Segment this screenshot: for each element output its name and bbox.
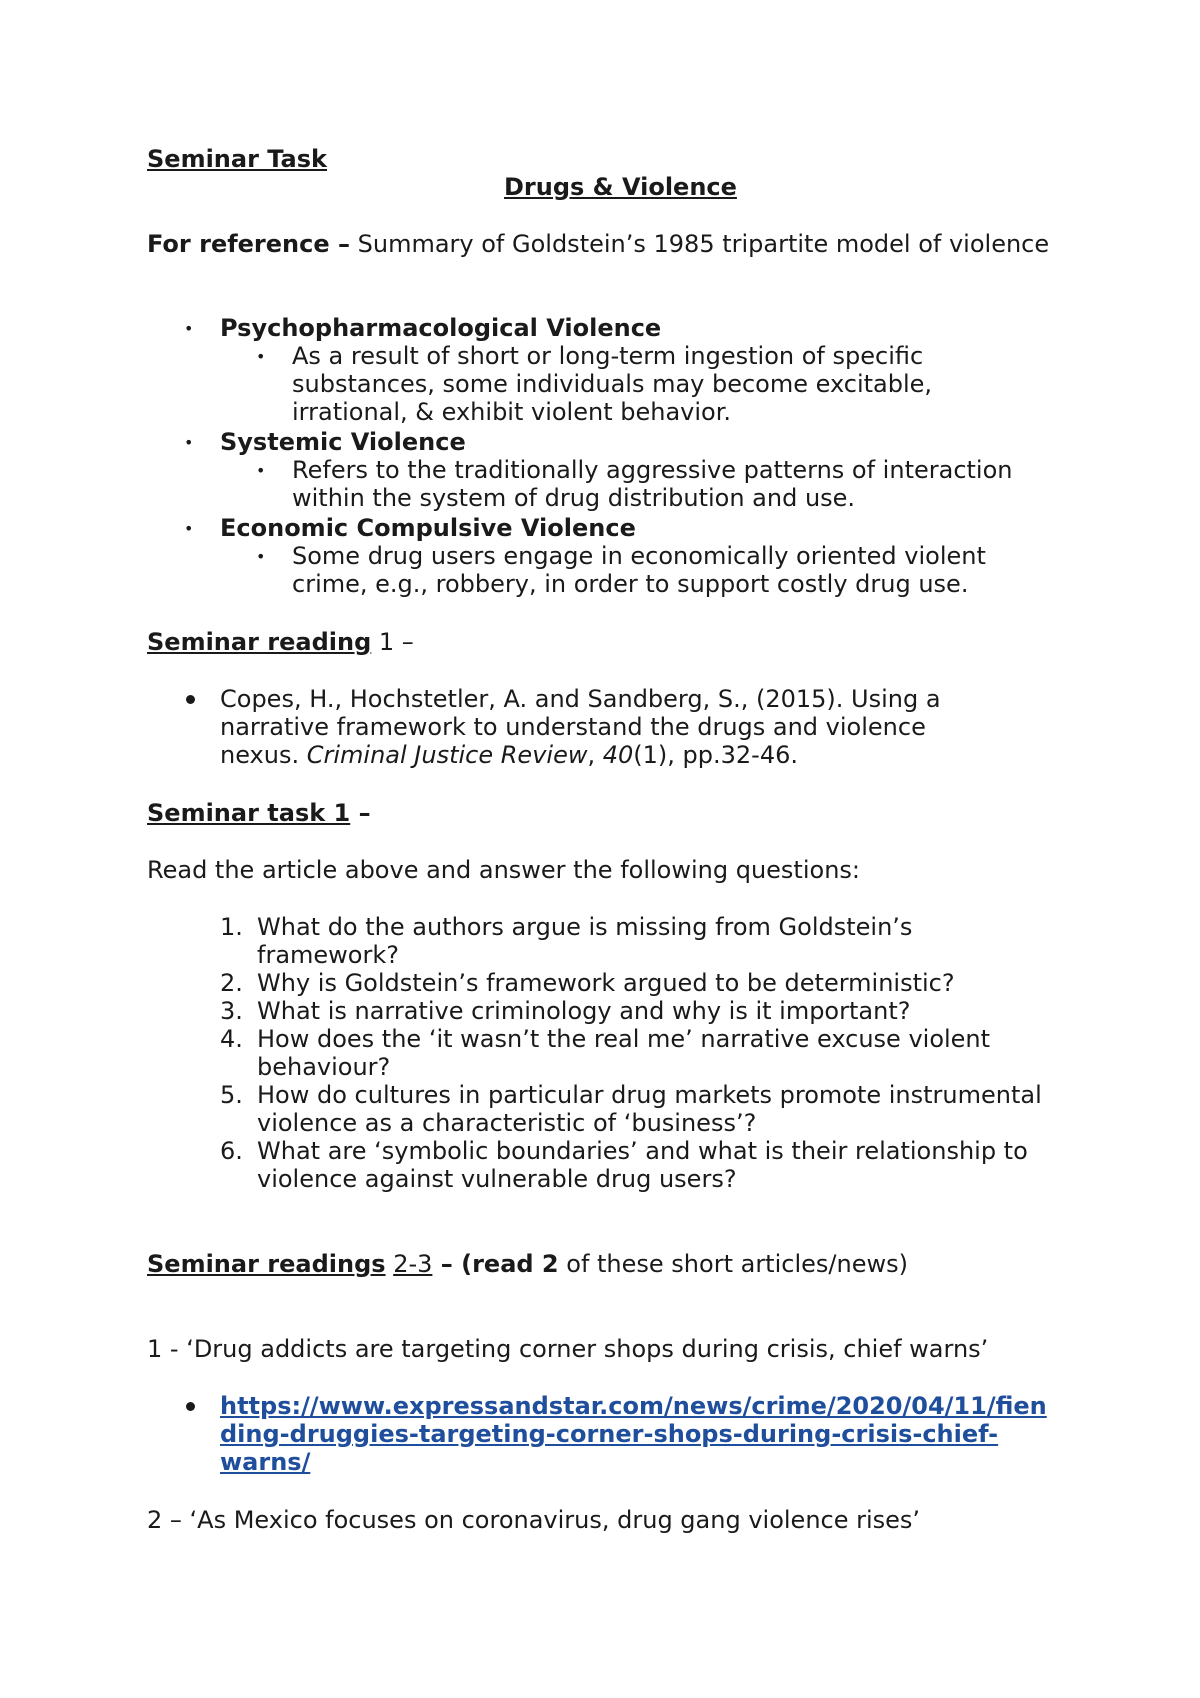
seminar-readings-rest: of these short articles/news) xyxy=(558,1250,908,1278)
model-item-line: Refers to the traditionally aggressive patterns of interaction xyxy=(292,456,1013,484)
seminar-readings-label: Seminar readings xyxy=(147,1250,386,1278)
citation-rest: (1), pp.32-46. xyxy=(633,741,798,769)
article-link[interactable]: warns/ xyxy=(220,1448,311,1476)
seminar-task-heading: Seminar Task xyxy=(147,145,327,173)
task-instruction: Read the article above and answer the following questions: xyxy=(147,856,860,884)
page-title: Drugs & Violence xyxy=(504,173,737,201)
sub-bullet-icon: • xyxy=(256,347,266,366)
question-number: 4. xyxy=(220,1025,243,1053)
reference-label: For reference – xyxy=(147,230,350,258)
model-item-title: Psychopharmacological Violence xyxy=(220,314,662,342)
question-number: 2. xyxy=(220,969,243,997)
model-item-line: As a result of short or long-term ingestion of specific xyxy=(292,342,924,370)
reference-line xyxy=(147,230,1049,258)
question-number: 6. xyxy=(220,1137,243,1165)
question-line: How does the ‘it wasn’t the real me’ narrative excuse violent xyxy=(257,1025,991,1053)
model-item-line: Some drug users engage in economically oriented violent xyxy=(292,542,986,570)
seminar-readings-dash: – ( xyxy=(432,1250,473,1278)
question-line: violence as a characteristic of ‘business’? xyxy=(257,1109,757,1137)
seminar-task-1-heading xyxy=(147,799,371,827)
bullet-icon: • xyxy=(184,433,194,452)
reference-text: Summary of Goldstein’s 1985 tripartite model of violence xyxy=(350,230,1050,258)
question-line: Why is Goldstein’s framework argued to be deterministic? xyxy=(257,969,955,997)
citation-line: Copes, H., Hochstetler, A. and Sandberg, S., (2015). Using a xyxy=(220,685,941,713)
seminar-readings-range: 2-3 xyxy=(393,1250,433,1278)
citation-line xyxy=(220,741,798,769)
citation-volume: 40 xyxy=(602,741,634,769)
seminar-readings-2-3-heading xyxy=(147,1250,908,1278)
article-heading: 2 – ‘As Mexico focuses on coronavirus, drug gang violence rises’ xyxy=(147,1506,921,1534)
citation-line: narrative framework to understand the drugs and violence xyxy=(220,713,926,741)
bullet-icon: • xyxy=(184,319,194,338)
sub-bullet-icon: • xyxy=(256,547,266,566)
model-item-line: crime, e.g., robbery, in order to support costly drug use. xyxy=(292,570,969,598)
bullet-icon: • xyxy=(184,519,194,538)
seminar-reading-suffix: 1 – xyxy=(371,628,414,656)
bullet-icon xyxy=(186,695,195,704)
seminar-reading-1-heading xyxy=(147,628,414,656)
seminar-task-label: Seminar task 1 xyxy=(147,799,351,827)
model-item-title: Economic Compulsive Violence xyxy=(220,514,636,542)
question-line: framework? xyxy=(257,941,399,969)
read-count-label: read 2 xyxy=(472,1250,559,1278)
seminar-reading-label: Seminar reading xyxy=(147,628,372,656)
citation-prefix: nexus. xyxy=(220,741,307,769)
question-line: How do cultures in particular drug markets promote instrumental xyxy=(257,1081,1042,1109)
seminar-task-suffix: – xyxy=(350,799,371,827)
question-line: What is narrative criminology and why is it important? xyxy=(257,997,911,1025)
question-line: behaviour? xyxy=(257,1053,391,1081)
model-item-line: substances, some individuals may become excitable, xyxy=(292,370,933,398)
sub-bullet-icon: • xyxy=(256,461,266,480)
model-item-line: within the system of drug distribution and use. xyxy=(292,484,856,512)
model-item-line: irrational, & exhibit violent behavior. xyxy=(292,398,732,426)
article-link[interactable]: https://www.expressandstar.com/news/crime/2020/04/11/fien xyxy=(220,1392,1047,1420)
citation-journal: Criminal Justice Review xyxy=(306,741,588,769)
question-line: What are ‘symbolic boundaries’ and what is their relationship to xyxy=(257,1137,1028,1165)
question-number: 3. xyxy=(220,997,243,1025)
bullet-icon xyxy=(186,1402,195,1411)
article-heading: 1 - ‘Drug addicts are targeting corner shops during crisis, chief warns’ xyxy=(147,1335,989,1363)
question-line: What do the authors argue is missing from Goldstein’s xyxy=(257,913,913,941)
article-link[interactable]: ding-druggies-targeting-corner-shops-during-crisis-chief- xyxy=(220,1420,999,1448)
question-line: violence against vulnerable drug users? xyxy=(257,1165,737,1193)
model-item-title: Systemic Violence xyxy=(220,428,466,456)
citation-sep: , xyxy=(587,741,603,769)
question-number: 1. xyxy=(220,913,243,941)
question-number: 5. xyxy=(220,1081,243,1109)
